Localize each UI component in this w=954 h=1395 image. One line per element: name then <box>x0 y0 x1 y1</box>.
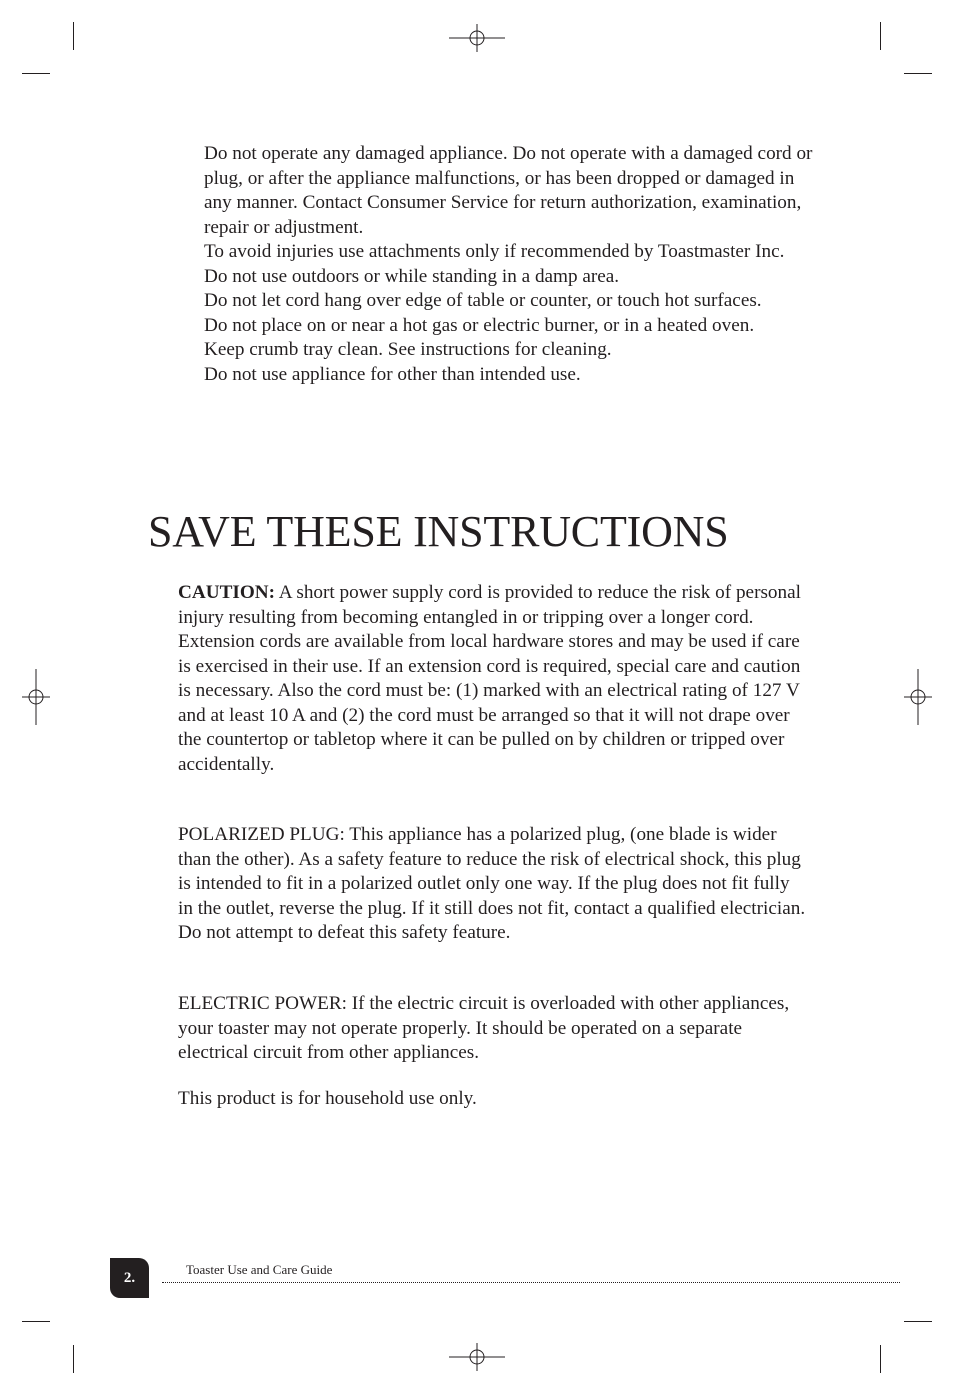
page-title: SAVE THESE INSTRUCTIONS <box>148 507 729 556</box>
registration-mark-right-icon <box>890 669 946 725</box>
list-item: Do not operate any damaged appliance. Do not operate with a damaged cord or plug, or after the appliance malfunctions, or has been dropped or damaged in any manner. Contact Consumer Service for return authorization, examination, repair or adjustment. <box>204 143 813 238</box>
crop-mark-top-right-vertical <box>880 22 881 50</box>
registration-mark-left-icon <box>8 669 64 725</box>
polarized-plug-paragraph: POLARIZED PLUG: This appliance has a polarized plug, (one blade is wider than the other). As a safety feature to reduce the risk of electrical shock, this plug is intended to fit in a polarized outlet only one way. If the plug does not fit fully in the outlet, reverse the plug. If it still does not fit, contact a qualified electrician. Do not attempt to defeat this safety feature. <box>178 824 806 943</box>
crop-mark-top-left-horizontal <box>22 73 50 74</box>
household-use-paragraph: This product is for household use only. <box>178 1088 477 1109</box>
footer-divider <box>162 1282 900 1283</box>
page-number-badge: 2. <box>110 1258 149 1298</box>
caution-label: CAUTION: <box>178 582 276 603</box>
list-item: Keep crumb tray clean. See instructions for cleaning. <box>204 339 612 360</box>
crop-mark-top-right-horizontal <box>904 73 932 74</box>
crop-mark-bottom-right-horizontal <box>904 1321 932 1322</box>
registration-mark-top-icon <box>449 10 505 66</box>
safety-instructions-list <box>204 142 819 387</box>
crop-mark-top-left-vertical <box>73 22 74 50</box>
footer-title: Toaster Use and Care Guide <box>186 1262 333 1277</box>
list-item: Do not use outdoors or while standing in a damp area. <box>204 265 620 287</box>
list-item: Do not place on or near a hot gas or electric burner, or in a heated oven. <box>204 314 755 336</box>
list-item: Do not use appliance for other than intended use. <box>204 363 581 385</box>
caution-paragraph <box>178 581 808 777</box>
crop-mark-bottom-left-horizontal <box>22 1321 50 1322</box>
list-item: Do not let cord hang over edge of table or counter, or touch hot surfaces. <box>204 290 762 311</box>
crop-mark-bottom-right-vertical <box>880 1345 881 1373</box>
electric-power-paragraph: ELECTRIC POWER: If the electric circuit is overloaded with other appliances, your toaster may not operate properly. It should be operated on a separate electrical circuit from other appliances. <box>178 993 790 1063</box>
registration-mark-bottom-icon <box>449 1329 505 1385</box>
crop-mark-bottom-left-vertical <box>73 1345 74 1373</box>
list-item: To avoid injuries use attachments only if recommended by Toastmaster Inc. <box>204 241 785 262</box>
caution-text: A short power supply cord is provided to reduce the risk of personal injury resulting from becoming entangled in or tripping over a longer cord. Extension cords are available from local hardware stores and may be used if care is exercised in their use. If an extension cord is required, special care and caution is necessary. Also the cord must be: (1) marked with an electrical rating of 127 V and at least 10 A and (2) the cord must be arranged so that it will not drape over the countertop or tabletop where it can be pulled on by children or tripped over accidentally. <box>178 582 801 775</box>
